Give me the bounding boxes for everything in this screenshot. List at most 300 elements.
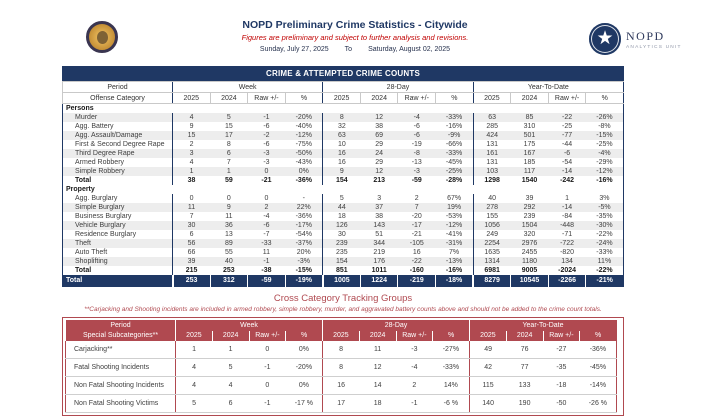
row-total [63,266,624,275]
value-cell: -7 [263,230,270,238]
value-cell: 3% [599,194,610,202]
row-armed-robbery [63,158,624,167]
cross-category-note: **Carjacking and Shooting incidents are included in armed robbery, simple robbery, murder, and aggravated battery counts above and should not be added to the crime count totals. [84,306,602,313]
row-label: Fatal Shooting Incidents [66,359,176,377]
value-cell: 8 [323,341,360,359]
value-cell: -43% [295,158,312,166]
value-cell: 320 [523,230,536,238]
grand-total-row [63,275,624,287]
value-cell: 30 [323,230,361,239]
value-cell: 24 [375,149,384,157]
value-cell: -33% [445,113,463,121]
value-cell: -14 [562,167,573,175]
value-cell: 9 [323,167,361,176]
value-cell: -33% [433,359,470,377]
value-cell: 11 [173,203,211,212]
value-cell: 1314 [473,257,511,266]
value-cell: -2 [263,131,270,139]
value-cell: 1 [226,167,231,175]
value-cell: -66% [445,140,463,148]
value-cell: 131 [473,140,511,149]
value-cell: -6 % [433,395,470,413]
value-cell: -33 [261,239,272,247]
date-to-label: To [344,46,353,53]
value-cell: 7 [173,212,211,221]
row-label: Total [75,176,92,184]
value-cell: 14% [433,377,470,395]
value-cell: 1540 [521,176,538,184]
value-cell: 1005 [323,275,361,287]
col-header-2024: 2024 [360,93,398,104]
row-shoplifting [63,257,624,266]
value-cell: -35 [543,359,580,377]
row-simple-robbery [63,167,624,176]
row-non-fatal-shooting-incidents [66,377,617,395]
value-cell: 8 [226,140,231,148]
value-cell: 5 [176,395,213,413]
value-cell: -4 [413,113,420,121]
row-non-fatal-shooting-victims [66,395,617,413]
value-cell: 310 [523,122,536,130]
value-cell: 501 [523,131,536,139]
value-cell: 2455 [521,248,538,256]
value-cell: -25 [562,122,573,130]
value-cell: -27 [543,341,580,359]
value-cell: 8 [323,359,360,377]
value-cell: -21% [586,275,624,287]
value-cell: 44 [323,203,361,212]
value-cell: 239 [523,212,536,220]
row-agg-battery [63,122,624,131]
value-cell: -19% [285,275,323,287]
value-cell: 239 [323,239,361,248]
col-header-raw: Raw +/- [548,93,586,104]
value-cell: 7 [226,158,231,166]
value-cell: -27% [433,341,470,359]
value-cell: 49 [470,341,507,359]
value-cell: -15% [596,131,613,139]
value-cell: -36% [580,341,617,359]
value-cell: -22% [596,266,613,274]
value-cell: 185 [523,158,536,166]
value-cell: 38 [173,176,211,185]
row-label: Residence Burglary [75,230,137,238]
value-cell: -54% [295,230,312,238]
cross-category-title: Cross Category Tracking Groups [273,293,413,304]
row-simple-burglary [63,203,624,212]
value-cell: -20 [411,212,422,220]
value-cell: 67% [447,194,462,202]
value-cell: -18 [543,377,580,395]
period-header: Period [63,82,173,93]
row-label: Non Fatal Shooting Victims [66,395,176,413]
row-label: Simple Burglary [75,203,125,211]
row-residence-burglary [63,230,624,239]
value-cell: 115 [470,377,507,395]
value-cell: -160 [409,266,424,274]
value-cell: -17 [411,221,422,229]
value-cell: 154 [323,176,361,185]
value-cell: -33% [596,248,613,256]
row-theft [63,239,624,248]
value-cell: -16% [445,266,463,274]
value-cell: 6981 [473,266,511,275]
value-cell: -59 [411,176,422,184]
report-body [62,66,624,416]
value-cell: 1224 [360,275,398,287]
value-cell: 143 [373,221,386,229]
value-cell: -18% [436,275,474,287]
value-cell: -20% [286,359,323,377]
value-cell: -26 % [580,395,617,413]
value-cell: 278 [473,203,511,212]
value-cell: -4 [263,212,270,220]
value-cell: -44 [562,140,573,148]
value-cell: 7 [414,203,419,211]
value-cell: -4 [396,359,433,377]
value-cell: -45% [580,359,617,377]
value-cell: 4 [176,377,213,395]
value-cell: -13 [411,158,422,166]
value-cell: 8279 [473,275,511,287]
value-cell: 219 [373,248,386,256]
value-cell: 0% [298,167,309,175]
value-cell: 16 [323,149,361,158]
value-cell: 1 [212,341,249,359]
value-cell: -6 [563,149,571,157]
value-cell: -40% [295,122,312,130]
subcat-category-header: Special Subcategories** [66,331,176,341]
value-cell: -2024 [558,266,577,274]
value-cell: 11 [359,341,396,359]
row-auto-theft [63,248,624,257]
value-cell: -77 [562,131,573,139]
value-cell: 851 [323,266,361,275]
value-cell: -15% [295,266,312,274]
value-cell: 190 [506,395,543,413]
value-cell: 32 [323,122,361,131]
value-cell: 40 [473,194,511,203]
value-cell: -19 [411,140,422,148]
col-header-: % [586,93,624,104]
value-cell: 126 [323,221,361,230]
value-cell: -4% [598,149,611,157]
value-cell: 11 [262,248,271,256]
value-cell: 16 [323,158,361,167]
value-cell: -17% [295,221,312,229]
col-header-2025: 2025 [323,93,361,104]
value-cell: -50% [295,149,312,157]
value-cell: 235 [323,248,361,257]
value-cell: -22 [562,113,573,121]
row-label: Carjacking** [66,341,176,359]
col-header-raw: Raw +/- [248,93,286,104]
value-cell: 18 [359,395,396,413]
value-cell: 10 [323,140,361,149]
value-cell: -1 [263,113,270,121]
value-cell: 5 [323,194,361,203]
crime-table-title-bar: CRIME & ATTEMPTED CRIME COUNTS [62,66,624,81]
col-header-raw: Raw +/- [249,331,286,341]
value-cell: 63 [473,113,511,122]
value-cell: 85 [525,113,534,121]
value-cell: -105 [409,239,424,247]
value-cell: -21 [261,176,272,184]
value-cell: 11% [597,257,612,265]
value-cell: 0 [249,341,286,359]
value-cell: 131 [473,158,511,167]
value-cell: 39 [525,194,534,202]
crime-table-body [63,104,624,287]
value-cell: 66 [173,248,211,257]
value-cell: 161 [473,149,511,158]
value-cell: 1298 [473,176,511,185]
value-cell: 30 [173,221,211,230]
value-cell: -30% [596,221,613,229]
value-cell: -71 [562,230,573,238]
section-label: Property [66,185,95,193]
value-cell: 19% [447,203,462,211]
value-cell: -54 [562,158,573,166]
value-cell: 1504 [521,221,538,229]
value-cell: -14% [580,377,617,395]
value-cell: 253 [173,275,211,287]
value-cell: -12% [445,221,463,229]
value-cell: -16% [596,176,613,184]
value-cell: -8 [413,149,420,157]
crime-table [62,81,624,287]
value-cell: -6 [263,221,270,229]
row-label: Business Burglary [75,212,132,220]
value-cell: -6 [263,122,270,130]
value-cell: 16 [323,377,360,395]
value-cell: -33% [445,149,463,157]
value-cell: 249 [473,230,511,239]
col-header-2024: 2024 [511,93,549,104]
star-badge-icon [589,23,621,55]
value-cell: -1 [249,395,286,413]
value-cell: -6 [263,140,270,148]
value-cell: -36% [295,212,312,220]
value-cell: 51 [375,230,384,238]
col-header-2025: 2025 [470,331,507,341]
value-cell: 6 [226,149,231,157]
value-cell: 89 [224,239,233,247]
value-cell: 69 [375,131,384,139]
logo-name: NOPD [626,28,665,43]
col-header-2024: 2024 [212,331,249,341]
value-cell: -29% [596,158,613,166]
subcat-group-header-row [66,321,617,331]
col-header-raw: Raw +/- [543,331,580,341]
row-agg-burglary [63,194,624,203]
subcat-subcol-row [66,331,617,341]
value-cell: 1180 [521,257,538,265]
value-cell: -36% [295,176,312,184]
col-header-2024: 2024 [210,93,248,104]
value-cell: -26% [596,113,613,121]
col-header-raw: Raw +/- [398,93,436,104]
subcategory-table [65,320,617,413]
value-cell: 9 [173,122,211,131]
row-agg-assault-damage [63,131,624,140]
row-label: First & Second Degree Rape [75,140,165,148]
value-cell: 2 [173,140,211,149]
value-cell: -22% [596,230,613,238]
col-header-: % [436,93,474,104]
value-cell: -448 [560,221,575,229]
value-cell: 39 [173,257,211,266]
value-cell: 2 [396,377,433,395]
value-cell: 285 [473,122,511,131]
value-cell: -6 [413,122,420,130]
row-label: Agg. Assault/Damage [75,131,143,139]
row-label: Theft [75,239,91,247]
value-cell: 22% [296,203,311,211]
value-cell: 2 [264,203,269,211]
col-header-: % [286,331,323,341]
subcat-group-header-28day: 28-Day [323,321,470,331]
col-header-2024: 2024 [506,331,543,341]
value-cell: 0 [173,194,211,203]
value-cell: -3 [413,167,420,175]
value-cell: 38 [375,122,384,130]
value-cell: 5 [212,359,249,377]
value-cell: 10545 [511,275,549,287]
value-cell: 155 [473,212,511,221]
value-cell: 59 [224,176,233,184]
col-header-2025: 2025 [473,93,511,104]
col-header-: % [433,331,470,341]
row-carjacking [66,341,617,359]
value-cell: 29 [375,158,384,166]
value-cell: 154 [323,257,361,266]
value-cell: 1011 [371,266,387,274]
value-cell: -3 [396,341,433,359]
value-cell: 4 [173,113,211,122]
row-label: Auto Theft [75,248,108,256]
value-cell: 56 [173,239,211,248]
subcategory-table-body [66,341,617,413]
value-cell: 18 [323,212,361,221]
value-cell: -12% [295,131,312,139]
value-cell: 55 [224,248,233,256]
value-cell: 9005 [521,266,538,274]
value-cell: 215 [173,266,211,275]
group-header-week: Week [173,82,323,93]
value-cell: 3 [173,149,211,158]
row-label: Total [75,266,92,274]
value-cell: -17 % [286,395,323,413]
col-header-: % [285,93,323,104]
page-subtitle: Figures are preliminary and subject to further analysis and revisions. [241,33,469,42]
value-cell: 11 [225,212,233,220]
value-cell: -8% [598,122,611,130]
value-cell: 175 [523,140,536,148]
row-label: Agg. Battery [75,122,114,130]
value-cell: 3 [377,194,382,202]
value-cell: -9% [447,131,461,139]
logo-unit: ANALYTICS UNIT [626,44,682,50]
value-cell: -3% [297,257,310,265]
value-cell: 0% [286,377,323,395]
value-cell: -1 [249,359,286,377]
value-cell: -41% [445,230,463,238]
value-cell: -84 [562,212,573,220]
value-cell: 6 [212,395,249,413]
col-header-2025: 2025 [173,93,211,104]
date-from: Sunday, July 27, 2025 [259,46,329,53]
value-cell: 5 [226,113,231,121]
value-cell: 103 [473,167,511,176]
col-header-2025: 2025 [323,331,360,341]
value-cell: 133 [506,377,543,395]
value-cell: -12% [596,167,613,175]
value-cell: 15 [173,131,211,140]
value-cell: 0 [264,194,269,202]
value-cell: 134 [561,257,573,265]
value-cell: 17 [323,395,360,413]
row-fatal-shooting-incidents [66,359,617,377]
value-cell: -3 [263,158,270,166]
section-label: Persons [66,104,94,112]
value-cell: -1 [263,257,270,265]
value-cell: 2976 [521,239,538,247]
row-first-second-degree-rape [63,140,624,149]
row-label: Third Degree Rape [75,149,135,157]
group-header-ytd: Year-To-Date [473,82,623,93]
value-cell: 1 [565,194,570,202]
row-label: Armed Robbery [75,158,125,166]
value-cell: 312 [210,275,248,287]
value-cell: 17 [224,131,233,139]
value-cell: -59 [248,275,286,287]
value-cell: -1 [396,395,433,413]
value-cell: 1635 [473,248,511,257]
value-cell: 12 [375,167,384,175]
row-total [63,176,624,185]
col-header-2024: 2024 [359,331,396,341]
value-cell: -25% [445,167,463,175]
value-cell: 76 [506,341,543,359]
value-cell: -5% [598,203,611,211]
value-cell: 12 [359,359,396,377]
row-label: Non Fatal Shooting Incidents [66,377,176,395]
subcategory-table-box [62,317,624,416]
value-cell: -14 [562,203,573,211]
value-cell: -6 [413,131,420,139]
value-cell: 1 [176,341,213,359]
value-cell: 20% [296,248,311,256]
group-header-row [63,82,624,93]
value-cell: 14 [359,377,396,395]
value-cell: -20% [295,113,312,121]
col-header-2025: 2025 [176,331,213,341]
value-cell: 12 [375,113,384,121]
value-cell: 9 [226,203,231,211]
value-cell: 15 [224,122,233,130]
value-cell: 2254 [473,239,511,248]
value-cell: - [302,194,305,202]
value-cell: -24% [596,239,613,247]
value-cell: 117 [523,167,536,175]
page-title: NOPD Preliminary Crime Statistics - Citywide [242,19,468,31]
value-cell: 77 [506,359,543,377]
analytics-unit-wordmark [626,29,682,50]
value-cell: 253 [223,266,235,274]
value-cell: 0% [286,341,323,359]
value-cell: 1 [173,167,211,176]
